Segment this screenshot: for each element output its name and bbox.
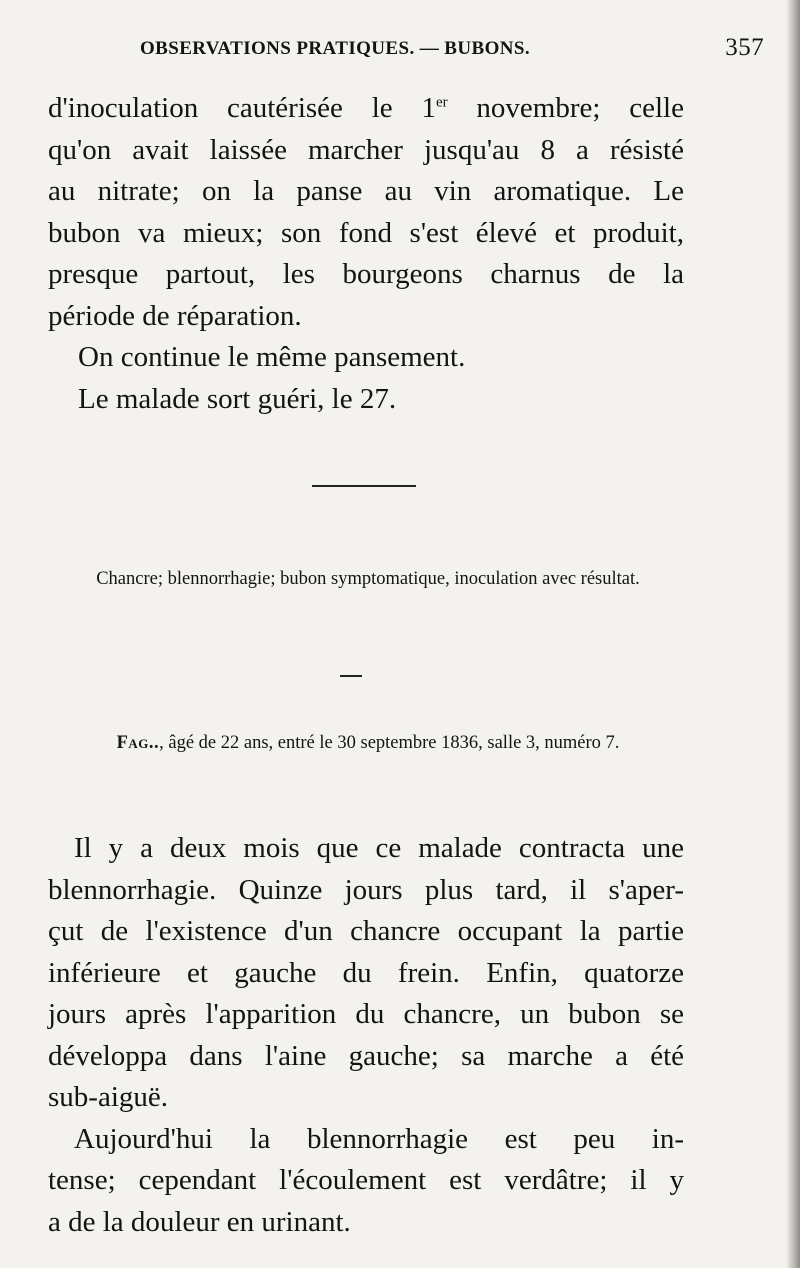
paragraph-history (48, 828, 684, 1119)
text-line: tense; cependant l'écoulement est verdâtre; il y (48, 1164, 684, 1196)
text-line: presque partout, les bourgeons charnus de la (48, 258, 684, 290)
section-2-text (48, 828, 684, 1243)
paragraph: Le malade sort guéri, le 27. (78, 382, 397, 415)
text-line: Il y a deux mois que ce malade contracta une (74, 832, 684, 864)
text-line: sub-aiguë. (48, 1081, 168, 1113)
patient-name: Fag.. (116, 733, 160, 753)
paragraph: On continue le même pansement. (78, 341, 466, 373)
text-line: a de la douleur en urinant. (48, 1205, 351, 1238)
page-edge-shadow (786, 0, 800, 1268)
text-line: jours après l'apparition du chancre, un bubon se (48, 998, 684, 1030)
text-line: bubon va mieux; son fond s'est élevé et produit, (48, 216, 684, 249)
text-line: qu'on avait laissée marcher jusqu'au 8 a résisté (48, 133, 684, 166)
text-line: développa dans l'aine gauche; sa marche a été (48, 1039, 684, 1072)
text-line: d'inoculation cautérisée le 1er novembre; celle (48, 92, 684, 124)
text-line: çut de l'existence d'un chancre occupant la partie (48, 915, 684, 947)
page-number: 357 (725, 34, 764, 61)
text-line: période de réparation. (48, 299, 302, 332)
section-divider-rule (312, 485, 416, 487)
paragraph-continuation (48, 88, 684, 337)
text-line: blennorrhagie. Quinze jours plus tard, il s'aper- (48, 873, 684, 906)
text-line: au nitrate; on la panse au vin aromatique. Le (48, 175, 684, 207)
patient-details: , âgé de 22 ans, entré le 30 septembre 1836, salle 3, numéro 7. (159, 733, 620, 753)
section-1-text (48, 88, 684, 420)
case-title: Chancre; blennorrhagie; bubon symptomatique, inoculation avec résultat. (96, 569, 640, 589)
short-divider-rule (340, 675, 362, 677)
patient-info (48, 730, 688, 757)
paragraph-current-state (48, 1119, 684, 1244)
text-line: Aujourd'hui la blennorrhagie est peu in- (74, 1122, 684, 1155)
text-line: inférieure et gauche du frein. Enfin, quatorze (48, 956, 684, 989)
running-title: OBSERVATIONS PRATIQUES. — BUBONS. (140, 38, 530, 59)
running-header (140, 34, 764, 61)
